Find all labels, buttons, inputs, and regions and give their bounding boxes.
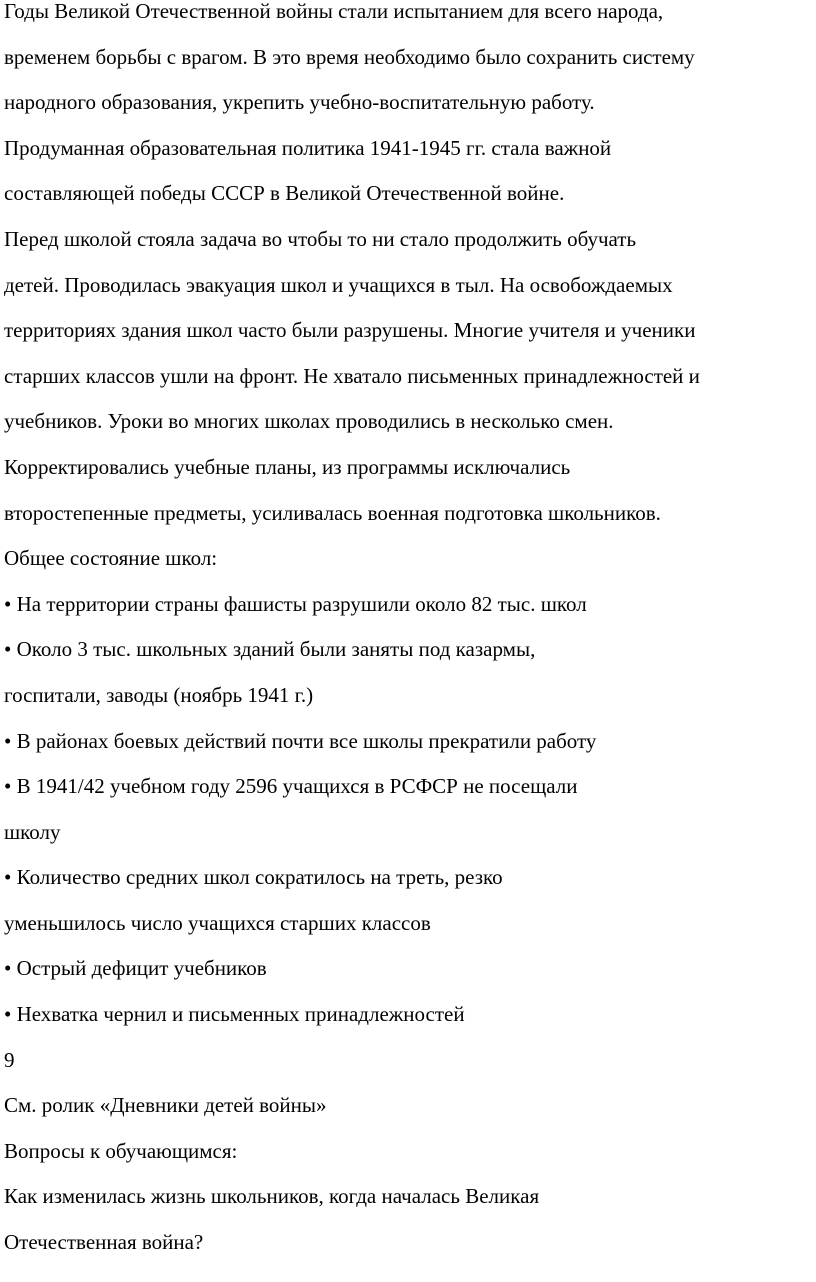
bullet-item-continuation: уменьшилось число учащихся старших классов (4, 910, 431, 935)
bullet-item: • На территории страны фашисты разрушили около 82 тыс. школ (4, 591, 587, 616)
bullet-item: • Количество средних школ сократилось на треть, резко (4, 865, 503, 890)
section-heading: Общее состояние школ: (4, 546, 218, 571)
question-line: Как изменилась жизнь школьников, когда началась Великая (4, 1184, 540, 1209)
paragraph-line: старших классов ушли на фронт. Не хватало письменных принадлежностей и (4, 363, 700, 388)
paragraph-line: территориях здания школ часто были разрушены. Многие учителя и ученики (4, 318, 696, 343)
bullet-item-continuation: школу (4, 819, 61, 844)
bullet-item: • Нехватка чернил и письменных принадлежностей (4, 1002, 465, 1027)
bullet-item: • Острый дефицит учебников (4, 956, 267, 981)
bullet-item: • В 1941/42 учебном году 2596 учащихся в РСФСР не посещали (4, 774, 578, 799)
paragraph-line: Продуманная образовательная политика 1941-1945 гг. стала важной (4, 135, 612, 160)
paragraph-line: Перед школой стояла задача во чтобы то ни стало продолжить обучать (4, 226, 637, 251)
bullet-item-continuation: госпитали, заводы (ноябрь 1941 г.) (4, 682, 314, 707)
paragraph-line: Годы Великой Отечественной войны стали испытанием для всего народа, (4, 0, 664, 23)
paragraph-line: народного образования, укрепить учебно-воспитательную работу. (4, 90, 595, 115)
bullet-item: • В районах боевых действий почти все школы прекратили работу (4, 728, 597, 753)
paragraph-line: Корректировались учебные планы, из программы исключались (4, 454, 571, 479)
questions-heading: Вопросы к обучающимся: (4, 1138, 238, 1163)
paragraph-line: составляющей победы СССР в Великой Отечественной войне. (4, 181, 565, 206)
paragraph-line: детей. Проводилась эвакуация школ и учащихся в тыл. На освобождаемых (4, 272, 673, 297)
question-line: Отечественная война? (4, 1230, 204, 1255)
bullet-item: • Около 3 тыс. школьных зданий были заняты под казармы, (4, 637, 536, 662)
paragraph-line: учебников. Уроки во многих школах проводились в несколько смен. (4, 409, 614, 434)
paragraph-line: второстепенные предметы, усиливалась военная подготовка школьников. (4, 500, 661, 525)
paragraph-line: временем борьбы с врагом. В это время необходимо было сохранить систему (4, 44, 695, 69)
video-reference: См. ролик «Дневники детей войны» (4, 1093, 327, 1118)
page-number: 9 (4, 1047, 15, 1072)
